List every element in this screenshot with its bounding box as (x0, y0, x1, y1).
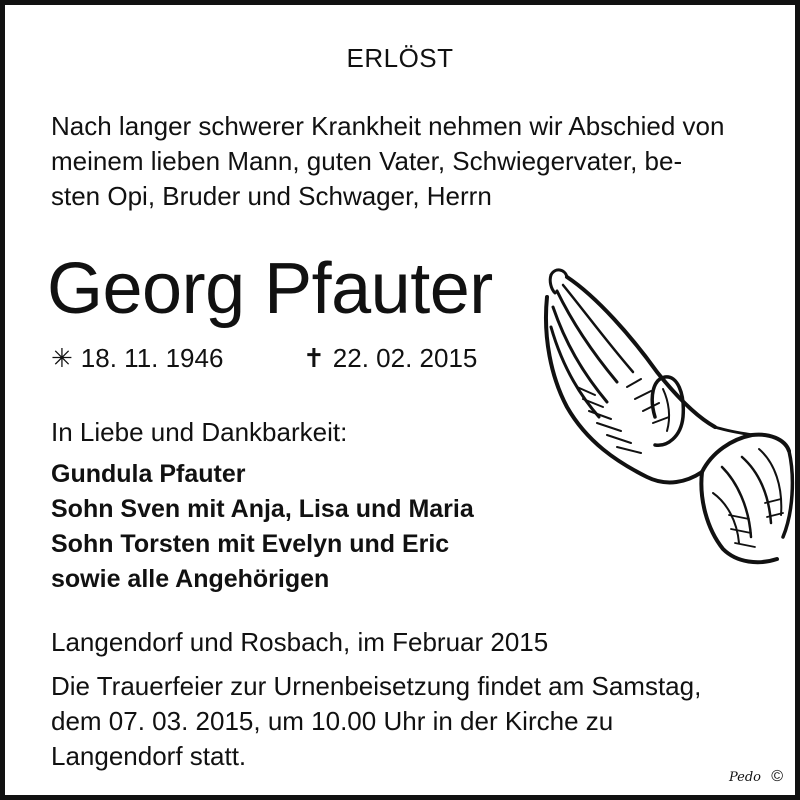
praying-hands-icon (537, 267, 797, 567)
copyright-icon: © (771, 768, 783, 785)
death-date-value: 22. 02. 2015 (332, 343, 478, 373)
love-line: In Liebe und Dankbarkeit: (51, 417, 348, 447)
deceased-name: Georg Pfauter (47, 249, 493, 329)
signer: sowie alle Angehörigen (51, 565, 330, 593)
intro-text (51, 109, 765, 214)
ceremony-line: dem 07. 03. 2015, um 10.00 Uhr in der Kirche zu (51, 706, 614, 736)
birth-date-value: 18. 11. 1946 (80, 343, 224, 373)
artist-signature: Pedo (728, 770, 761, 785)
signer: Sohn Torsten mit Evelyn und Eric (51, 530, 450, 558)
ceremony-text (51, 669, 765, 774)
death-date (303, 341, 477, 375)
birth-star-icon: ✳ (51, 343, 73, 373)
signers-list (51, 457, 474, 597)
signer: Sohn Sven mit Anja, Lisa und Maria (51, 495, 474, 523)
ceremony-line: Langendorf statt. (51, 741, 247, 771)
ceremony-line: Die Trauerfeier zur Urnenbeisetzung findet am Samstag, (51, 671, 702, 701)
birth-date (51, 341, 223, 375)
place-date: Langendorf und Rosbach, im Februar 2015 (51, 627, 549, 657)
signer: Gundula Pfauter (51, 460, 246, 488)
intro-line: meinem lieben Mann, guten Vater, Schwiegervater, be- (51, 146, 683, 176)
death-cross-icon: ✝ (303, 343, 325, 373)
intro-line: sten Opi, Bruder und Schwager, Herrn (51, 181, 492, 211)
heading: ERLÖST (346, 43, 454, 73)
intro-line: Nach langer schwerer Krankheit nehmen wir Abschied von (51, 111, 725, 141)
